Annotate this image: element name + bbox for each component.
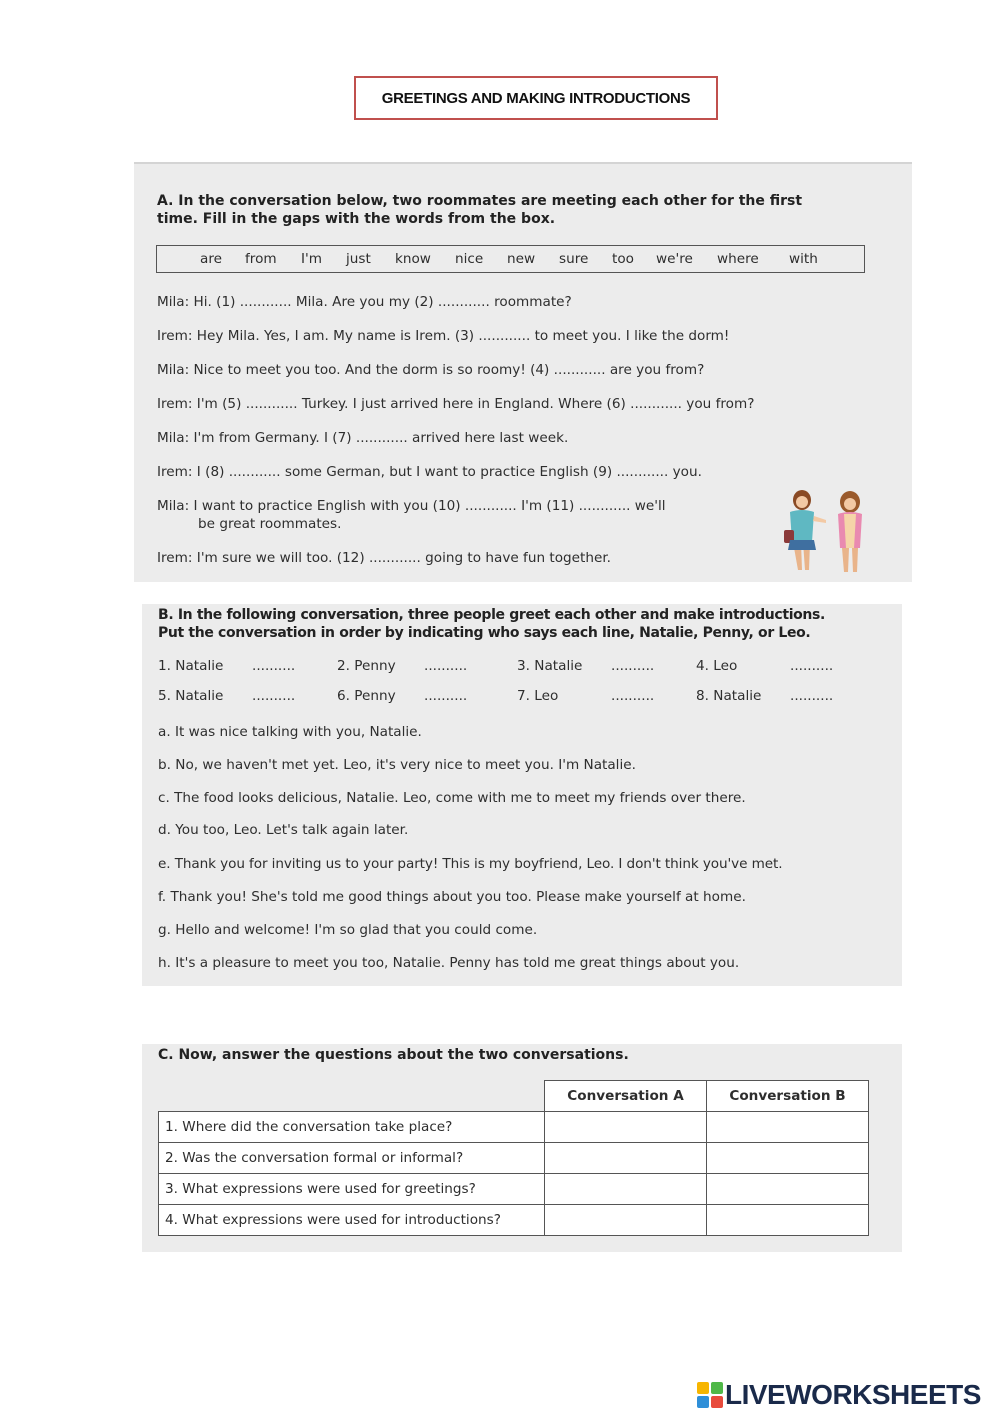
order-item-blank[interactable]: .......... [790, 688, 834, 704]
order-item-blank[interactable]: .......... [611, 658, 655, 674]
conversation-b-line-f: f. Thank you! She's told me good things about you too. Please make yourself at home. [158, 889, 746, 905]
answer-cell-a[interactable] [545, 1112, 707, 1143]
header-conversation-b: Conversation B [707, 1081, 869, 1112]
conversation-a-line-6: Irem: I (8) ............ some German, but I want to practice English (9) ............ you. [157, 464, 702, 480]
table-corner [159, 1081, 545, 1112]
word-box-item: with [789, 251, 818, 267]
section-b-instruction-line-1: B. In the following conversation, three people greet each other and make introductions. [158, 607, 825, 623]
conversation-a-line-7-cont: be great roommates. [198, 516, 342, 532]
conversation-a-line-5: Mila: I'm from Germany. I (7) ............ arrived here last week. [157, 430, 569, 446]
conversation-b-line-a: a. It was nice talking with you, Natalie. [158, 724, 422, 740]
answer-cell-a[interactable] [545, 1143, 707, 1174]
order-item-blank[interactable]: .......... [252, 688, 296, 704]
word-box [156, 245, 865, 273]
conversation-b-line-e: e. Thank you for inviting us to your party! This is my boyfriend, Leo. I don't think you've met. [158, 856, 783, 872]
word-box-item: where [717, 251, 759, 267]
section-b-instruction-line-2: Put the conversation in order by indicating who says each line, Natalie, Penny, or Leo. [158, 625, 811, 641]
conversation-b-line-b: b. No, we haven't met yet. Leo, it's very nice to meet you. I'm Natalie. [158, 757, 636, 773]
table-row [159, 1174, 869, 1205]
order-item-label: 6. Penny [337, 688, 396, 704]
answer-cell-a[interactable] [545, 1174, 707, 1205]
word-box-item: new [507, 251, 536, 267]
answer-cell-b[interactable] [707, 1143, 869, 1174]
order-item-label: 5. Natalie [158, 688, 224, 704]
section-b-panel [142, 604, 902, 986]
liveworksheets-logo-icon [697, 1382, 723, 1408]
word-box-item: we're [656, 251, 693, 267]
question-cell: 4. What expressions were used for introductions? [159, 1205, 545, 1236]
section-a-instruction-line-1: A. In the conversation below, two roommates are meeting each other for the first [157, 193, 803, 209]
page-title: GREETINGS AND MAKING INTRODUCTIONS [354, 76, 718, 120]
section-c-panel [142, 1044, 902, 1252]
conversation-a-line-1: Mila: Hi. (1) ............ Mila. Are you my (2) ............ roommate? [157, 294, 572, 310]
logo-text: LIVEWORKSHEETS [725, 1379, 981, 1410]
word-box-item: from [245, 251, 277, 267]
section-c-instruction: C. Now, answer the questions about the two conversations. [158, 1047, 629, 1063]
header-conversation-a: Conversation A [545, 1081, 707, 1112]
liveworksheets-logo[interactable] [697, 1378, 981, 1412]
order-item-label: 4. Leo [696, 658, 738, 674]
section-a-instruction-line-2: time. Fill in the gaps with the words from the box. [157, 211, 556, 227]
order-item-label: 7. Leo [517, 688, 559, 704]
conversation-a-line-8: Irem: I'm sure we will too. (12) ............ going to have fun together. [157, 550, 612, 566]
table-row [159, 1143, 869, 1174]
conversation-a-line-4: Irem: I'm (5) ............ Turkey. I just arrived here in England. Where (6) ............ you from? [157, 396, 755, 412]
conversation-b-line-h: h. It's a pleasure to meet you too, Natalie. Penny has told me great things about you. [158, 955, 740, 971]
word-box-item: I'm [301, 251, 322, 267]
conversation-a-line-3: Mila: Nice to meet you too. And the dorm is so roomy! (4) ............ are you from? [157, 362, 705, 378]
conversation-a-line-7: Mila: I want to practice English with you (10) ............ I'm (11) ............ we'll [157, 498, 666, 514]
order-item-label: 8. Natalie [696, 688, 762, 704]
conversation-b-line-g: g. Hello and welcome! I'm so glad that you could come. [158, 922, 538, 938]
word-box-item: just [346, 251, 371, 267]
order-item-blank[interactable]: .......... [424, 688, 468, 704]
word-box-item: are [200, 251, 222, 267]
answer-cell-a[interactable] [545, 1205, 707, 1236]
conversation-b-line-c: c. The food looks delicious, Natalie. Leo, come with me to meet my friends over there. [158, 790, 746, 806]
order-item-blank[interactable]: .......... [424, 658, 468, 674]
answer-cell-b[interactable] [707, 1112, 869, 1143]
questions-table [158, 1080, 869, 1236]
question-cell: 1. Where did the conversation take place? [159, 1112, 545, 1143]
answer-cell-b[interactable] [707, 1174, 869, 1205]
order-item-label: 2. Penny [337, 658, 396, 674]
order-item-blank[interactable]: .......... [252, 658, 296, 674]
order-item-label: 1. Natalie [158, 658, 224, 674]
table-row [159, 1112, 869, 1143]
question-cell: 3. What expressions were used for greetings? [159, 1174, 545, 1205]
answer-cell-b[interactable] [707, 1205, 869, 1236]
conversation-b-line-d: d. You too, Leo. Let's talk again later. [158, 822, 409, 838]
conversation-a-line-2: Irem: Hey Mila. Yes, I am. My name is Irem. (3) ............ to meet you. I like the dorm! [157, 328, 730, 344]
word-box-item: know [395, 251, 431, 267]
order-item-blank[interactable]: .......... [790, 658, 834, 674]
order-item-blank[interactable]: .......... [611, 688, 655, 704]
word-box-item: sure [559, 251, 589, 267]
table-row [159, 1205, 869, 1236]
order-item-label: 3. Natalie [517, 658, 583, 674]
two-girls-illustration [774, 490, 874, 574]
question-cell: 2. Was the conversation formal or informal? [159, 1143, 545, 1174]
word-box-item: too [612, 251, 634, 267]
section-a-panel [134, 162, 912, 582]
word-box-item: nice [455, 251, 484, 267]
